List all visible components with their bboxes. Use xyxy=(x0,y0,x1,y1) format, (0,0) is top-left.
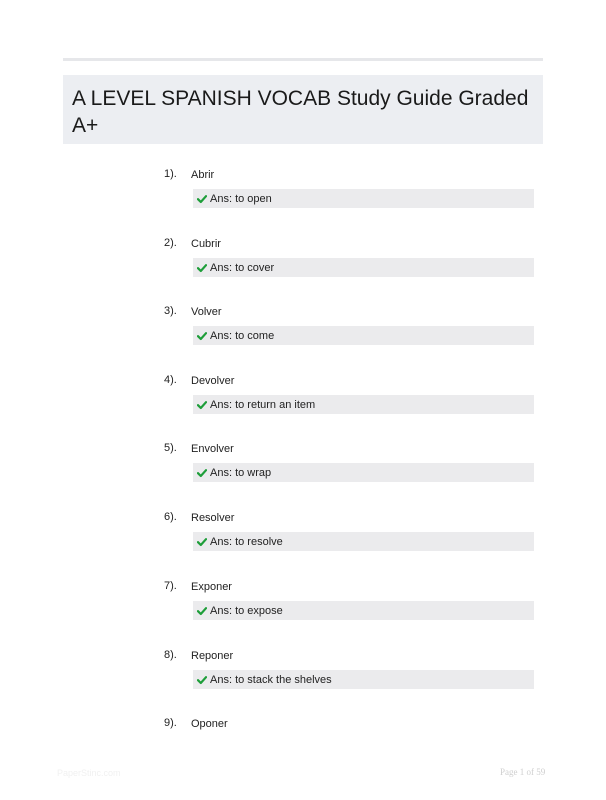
top-rule xyxy=(63,58,543,61)
check-icon xyxy=(197,606,207,616)
question-term: Envolver xyxy=(191,443,234,455)
question-term: Oponer xyxy=(191,718,228,730)
question-term: Reponer xyxy=(191,650,234,662)
question-item xyxy=(0,167,606,227)
page-number: Page 1 of 59 xyxy=(500,767,546,777)
check-icon xyxy=(197,194,207,204)
answer-box xyxy=(193,463,534,482)
question-item xyxy=(0,579,606,639)
title-box xyxy=(63,75,543,144)
answer-text: Ans: to open xyxy=(210,192,272,205)
question-item xyxy=(0,304,606,364)
question-number: 9). xyxy=(164,717,177,729)
check-icon xyxy=(197,675,207,685)
answer-box xyxy=(193,258,534,277)
question-number: 2). xyxy=(164,237,177,249)
question-number: 7). xyxy=(164,580,177,592)
answer-box xyxy=(193,532,534,551)
question-item xyxy=(0,441,606,501)
answer-box xyxy=(193,395,534,414)
answer-text: Ans: to wrap xyxy=(210,466,272,479)
answer-text: Ans: to come xyxy=(210,329,275,342)
question-item xyxy=(0,236,606,296)
footer-watermark: PaperStinc.com xyxy=(57,768,121,778)
question-term: Devolver xyxy=(191,375,235,387)
check-icon xyxy=(197,468,207,478)
question-number: 3). xyxy=(164,305,177,317)
question-term: Volver xyxy=(191,306,222,318)
question-term: Exponer xyxy=(191,581,232,593)
answer-text: Ans: to stack the shelves xyxy=(210,673,332,686)
question-term: Abrir xyxy=(191,169,215,181)
answer-text: Ans: to cover xyxy=(210,261,275,274)
answer-box xyxy=(193,326,534,345)
question-number: 5). xyxy=(164,442,177,454)
answer-box xyxy=(193,189,534,208)
question-item xyxy=(0,716,606,736)
page-title: A LEVEL SPANISH VOCAB Study Guide Graded A+ xyxy=(72,87,529,137)
answer-text: Ans: to return an item xyxy=(210,398,316,411)
answer-box xyxy=(193,670,534,689)
question-item xyxy=(0,510,606,570)
question-item xyxy=(0,373,606,433)
question-term: Resolver xyxy=(191,512,235,524)
check-icon xyxy=(197,263,207,273)
question-number: 6). xyxy=(164,511,177,523)
question-number: 4). xyxy=(164,374,177,386)
check-icon xyxy=(197,537,207,547)
answer-text: Ans: to resolve xyxy=(210,535,283,548)
question-number: 1). xyxy=(164,168,177,180)
question-number: 8). xyxy=(164,649,177,661)
question-term: Cubrir xyxy=(191,238,221,250)
answer-box xyxy=(193,601,534,620)
question-item xyxy=(0,648,606,708)
answer-text: Ans: to expose xyxy=(210,604,283,617)
check-icon xyxy=(197,331,207,341)
check-icon xyxy=(197,400,207,410)
